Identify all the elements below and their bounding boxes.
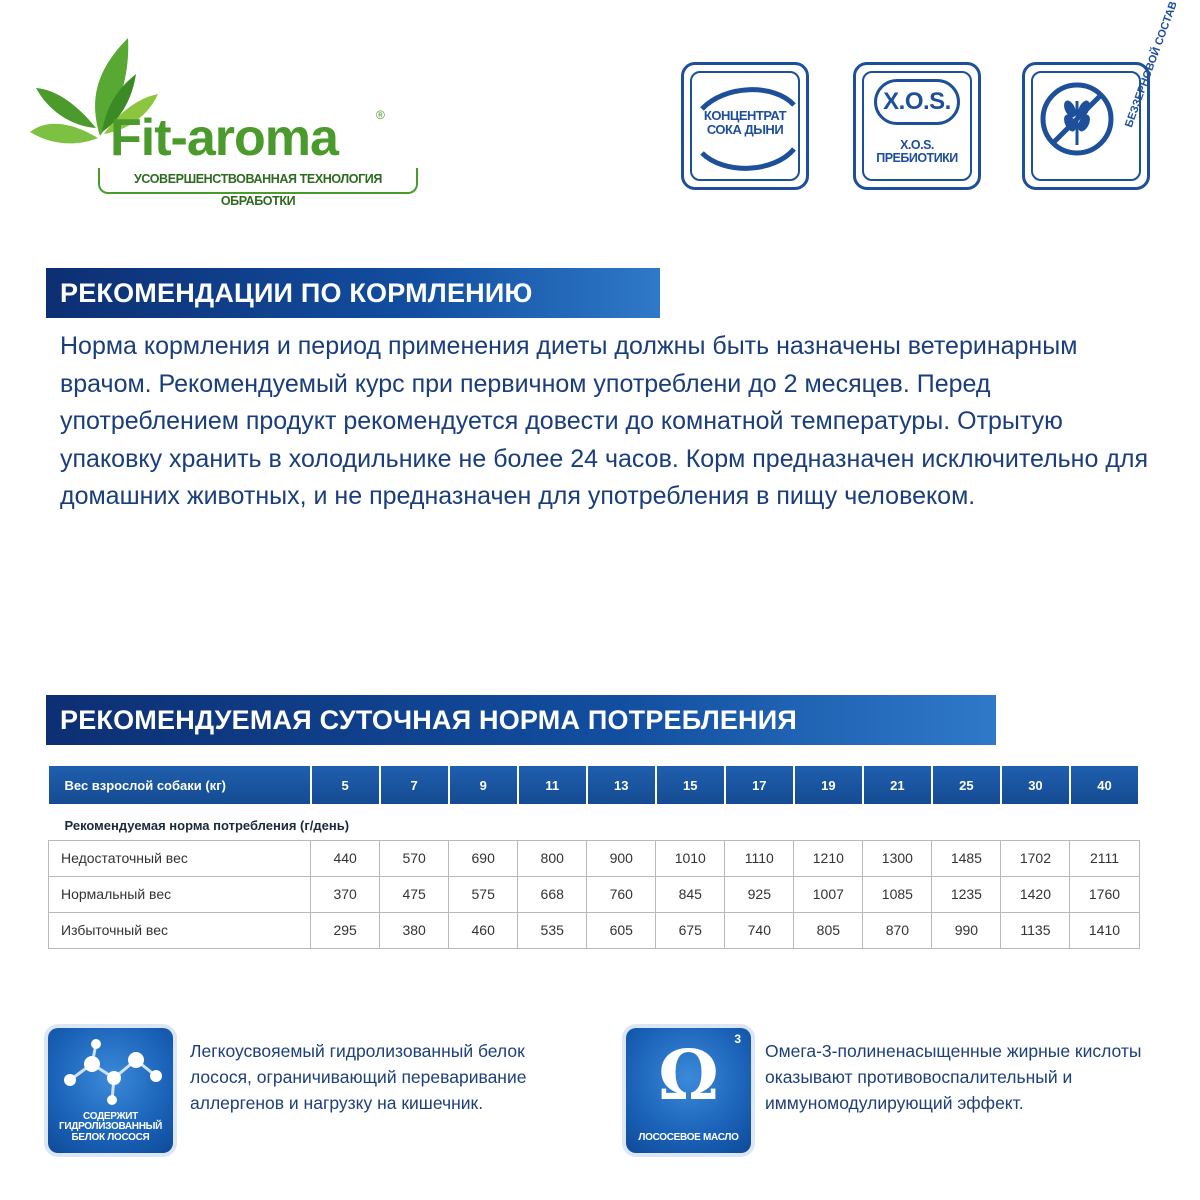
weight-column-header: 17 [725, 766, 794, 804]
weight-column-header: 40 [1070, 766, 1139, 804]
table-cell: 925 [725, 876, 794, 912]
table-cell: 475 [380, 876, 449, 912]
table-cell: 1300 [863, 840, 932, 876]
table-cell: 690 [449, 840, 518, 876]
table-cell: 845 [656, 876, 725, 912]
grain-free-badge [1022, 0, 1180, 190]
table-cell: 575 [449, 876, 518, 912]
omega-superscript: 3 [734, 1032, 741, 1046]
weight-column-header: 11 [518, 766, 587, 804]
table-cell: 1702 [1001, 840, 1070, 876]
table-subheader-row [49, 804, 1140, 840]
table-cell: 800 [518, 840, 587, 876]
weight-column-header: 19 [794, 766, 863, 804]
table-cell: 1410 [1070, 912, 1139, 948]
row-label: Нормальный вес [49, 876, 311, 912]
table-header-row [49, 766, 1140, 804]
registered-mark: ® [376, 108, 385, 122]
weight-column-header: 5 [311, 766, 380, 804]
table-cell: 1420 [1001, 876, 1070, 912]
weight-column-header: 7 [380, 766, 449, 804]
omega-description: Омега-3-полиненасыщенные жирные кислоты оказывают противовоспалительный и иммуномодулирующий эффект. [765, 1041, 1142, 1113]
table-cell: 370 [311, 876, 380, 912]
table-cell: 460 [449, 912, 518, 948]
table-cell: 295 [311, 912, 380, 948]
table-row [49, 876, 1140, 912]
table-cell: 760 [587, 876, 656, 912]
table-cell: 870 [863, 912, 932, 948]
weight-column-header: 15 [656, 766, 725, 804]
feeding-paragraph: Норма кормления и период применения диеты должны быть назначены ветеринарным врачом. Рекомендуемый курс при первичном употреблени до 2 месяцев. Перед употреблением продукт рекомендуется довести до комнатной температуры. Отрытую упаковку хранить в холодильнике не более 24 часов. Корм предназначен исключительно для домашних животных, и не предназначен для употребления в пищу человеком. [60, 332, 1149, 510]
xos-badge-line2: ПРЕБИОТИКИ [876, 151, 958, 166]
table-cell: 1110 [725, 840, 794, 876]
row-label: Недостаточный вес [49, 840, 311, 876]
feeding-section-title: РЕКОМЕНДАЦИИ ПО КОРМЛЕНИЮ [46, 268, 660, 318]
salmon-oil-badge [626, 1028, 751, 1153]
table-cell: 675 [656, 912, 725, 948]
table-cell: 1235 [932, 876, 1001, 912]
norm-section-title: РЕКОМЕНДУЕМАЯ СУТОЧНАЯ НОРМА ПОТРЕБЛЕНИЯ [46, 695, 996, 745]
feeding-norm-table [48, 766, 1140, 949]
melon-badge-text [684, 109, 806, 136]
hydrolyzed-protein-badge [48, 1028, 173, 1153]
xos-badge [853, 62, 981, 190]
xos-badge-text [856, 139, 978, 165]
table-row [49, 840, 1140, 876]
table-cell: 900 [587, 840, 656, 876]
table-cell: 1085 [863, 876, 932, 912]
table-cell: 1760 [1070, 876, 1139, 912]
protein-description: Легкоусвояемый гидролизованный белок лосося, ограничивающий переваривание аллергенов и нагрузку на кишечник. [190, 1041, 527, 1113]
row-label: Избыточный вес [49, 912, 311, 948]
weight-column-header: 25 [932, 766, 1001, 804]
omega-badge-label: ЛОСОСЕВОЕ МАСЛО [638, 1131, 739, 1143]
melon-badge-line1: КОНЦЕНТРАТ [703, 108, 787, 123]
table-cell: 440 [311, 840, 380, 876]
omega-icon: Ω [658, 1036, 719, 1116]
brand-tagline: УСОВЕРШЕНСТВОВАННАЯ ТЕХНОЛОГИЯ ОБРАБОТКИ [98, 168, 418, 194]
table-cell: 535 [518, 912, 587, 948]
weight-column-header: 21 [863, 766, 932, 804]
table-cell: 380 [380, 912, 449, 948]
table-cell: 570 [380, 840, 449, 876]
norm-subheader: Рекомендуемая норма потребления (г/день) [64, 818, 350, 834]
table-cell: 805 [794, 912, 863, 948]
protein-badge-label: СОДЕРЖИТ ГИДРОЛИЗОВАННЫЙ БЕЛОК ЛОСОСЯ [58, 1110, 163, 1143]
xos-badge-title: X.O.S. [883, 88, 951, 115]
table-cell: 1210 [794, 840, 863, 876]
crossed-grain-icon [1037, 79, 1117, 159]
table-cell: 668 [518, 876, 587, 912]
table-row [49, 912, 1140, 948]
table-cell: 1010 [656, 840, 725, 876]
weight-column-header: 9 [449, 766, 518, 804]
molecule-icon [56, 1038, 166, 1108]
table-cell: 1007 [794, 876, 863, 912]
brand-name: Fit-aroma [110, 109, 338, 167]
melon-badge-line2: СОКА ДЫНИ [706, 121, 784, 137]
table-cell: 740 [725, 912, 794, 948]
table-cell: 605 [587, 912, 656, 948]
table-cell: 2111 [1070, 840, 1139, 876]
table-cell: 1485 [932, 840, 1001, 876]
melon-juice-badge [681, 62, 809, 190]
weight-header-label: Вес взрослой собаки (кг) [49, 766, 311, 804]
fit-aroma-logo [28, 28, 398, 208]
grain-free-badge-text: БЕЗЗЕРНОВОЙ СОСТАВ [1123, 0, 1180, 130]
table-cell: 990 [932, 912, 1001, 948]
weight-column-header: 30 [1001, 766, 1070, 804]
xos-badge-line1: X.O.S. [900, 138, 934, 152]
table-cell: 1135 [1001, 912, 1070, 948]
weight-column-header: 13 [587, 766, 656, 804]
